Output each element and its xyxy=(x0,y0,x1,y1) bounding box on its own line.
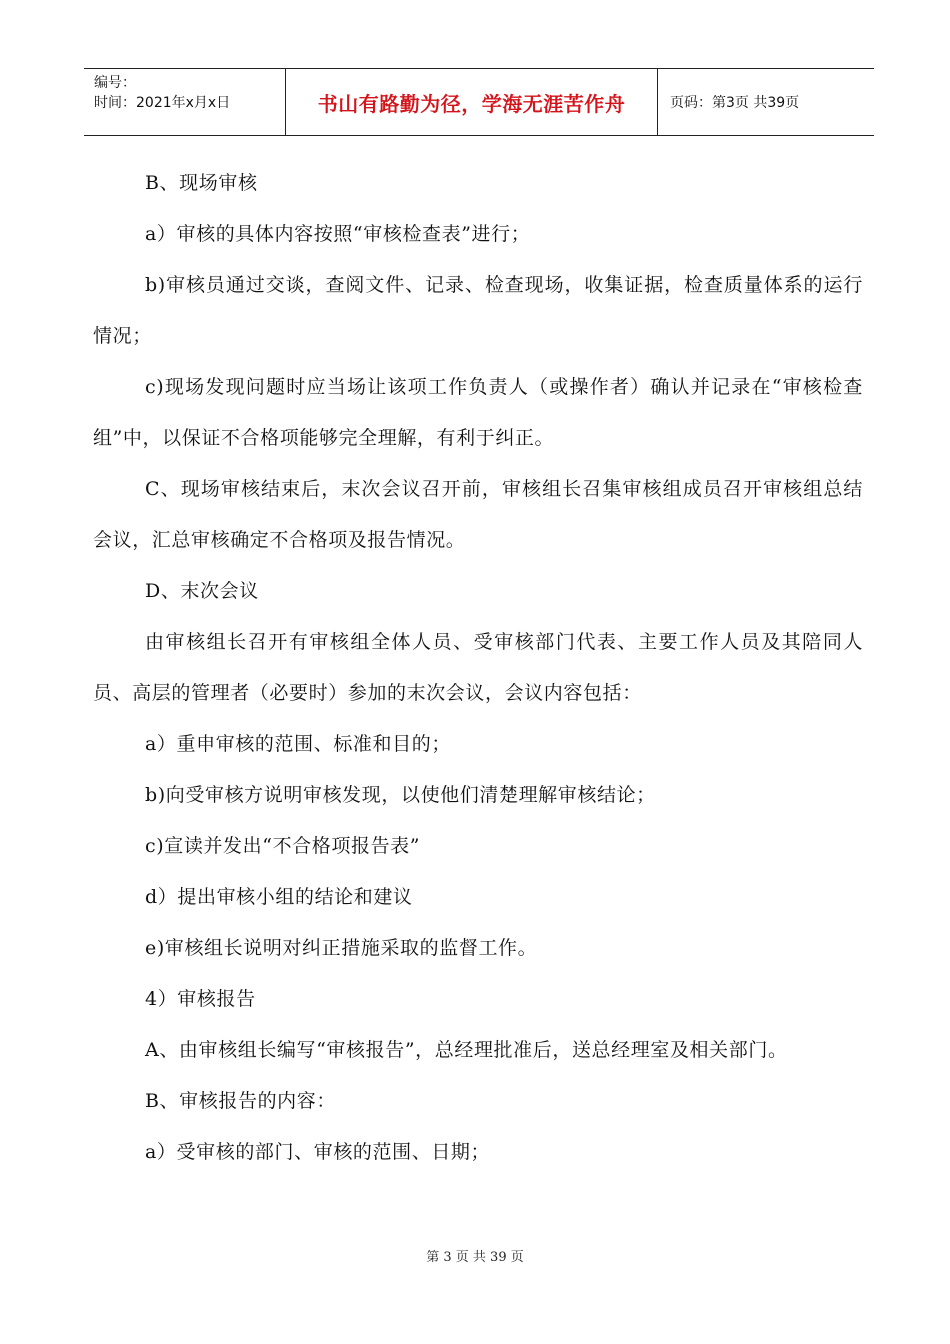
body-paragraph: e)审核组长说明对纠正措施采取的监督工作。 xyxy=(145,937,538,959)
header-page-info xyxy=(658,69,874,135)
body-paragraph: C、现场审核结束后，末次会议召开前，审核组长召集审核组成员召开审核组总结会议，汇总审核确定不合格项及报告情况。 xyxy=(93,478,863,551)
body-paragraph: d）提出审核小组的结论和建议 xyxy=(145,886,413,908)
body-paragraph: c)现场发现问题时应当场让该项工作负责人（或操作者）确认并记录在“审核检查组”中，以保证不合格项能够完全理解，有利于纠正。 xyxy=(93,376,863,449)
body-paragraph: 由审核组长召开有审核组全体人员、受审核部门代表、主要工作人员及其陪同人员、高层的管理者（必要时）参加的末次会议，会议内容包括： xyxy=(93,631,863,704)
body-paragraph: A、由审核组长编写“审核报告”，总经理批准后，送总经理室及相关部门。 xyxy=(145,1039,788,1061)
header-motto: 书山有路勤为径，学海无涯苦作舟 xyxy=(317,91,626,116)
footer-page-number: 第 3 页 共 39 页 xyxy=(426,1250,524,1265)
body-paragraph: B、现场审核 xyxy=(145,172,258,194)
header-meta xyxy=(84,69,286,135)
body-paragraph: a）审核的具体内容按照“审核检查表”进行； xyxy=(145,223,531,245)
body-paragraph: D、末次会议 xyxy=(145,580,259,602)
page-info-text: 页码：第3页 共39页 xyxy=(670,95,800,111)
body-paragraph: 4）审核报告 xyxy=(145,988,256,1010)
body-paragraph: a）重申审核的范围、标准和目的； xyxy=(145,733,451,755)
time-label: 时间：2021年x月x日 xyxy=(94,95,231,111)
document-header xyxy=(84,68,874,136)
body-paragraph: b)审核员通过交谈，查阅文件、记录、检查现场，收集证据，检查质量体系的运行情况； xyxy=(93,274,863,347)
serial-label: 编号： xyxy=(94,75,136,91)
body-paragraph: a）受审核的部门、审核的范围、日期； xyxy=(145,1141,491,1163)
header-motto-cell xyxy=(286,69,658,135)
page-footer xyxy=(0,1246,950,1265)
body-paragraph: c)宣读并发出“不合格项报告表” xyxy=(145,835,421,857)
body-paragraph: b)向受审核方说明审核发现，以使他们清楚理解审核结论； xyxy=(145,784,656,806)
document-body xyxy=(93,158,863,1178)
body-paragraph: B、审核报告的内容： xyxy=(145,1090,336,1112)
